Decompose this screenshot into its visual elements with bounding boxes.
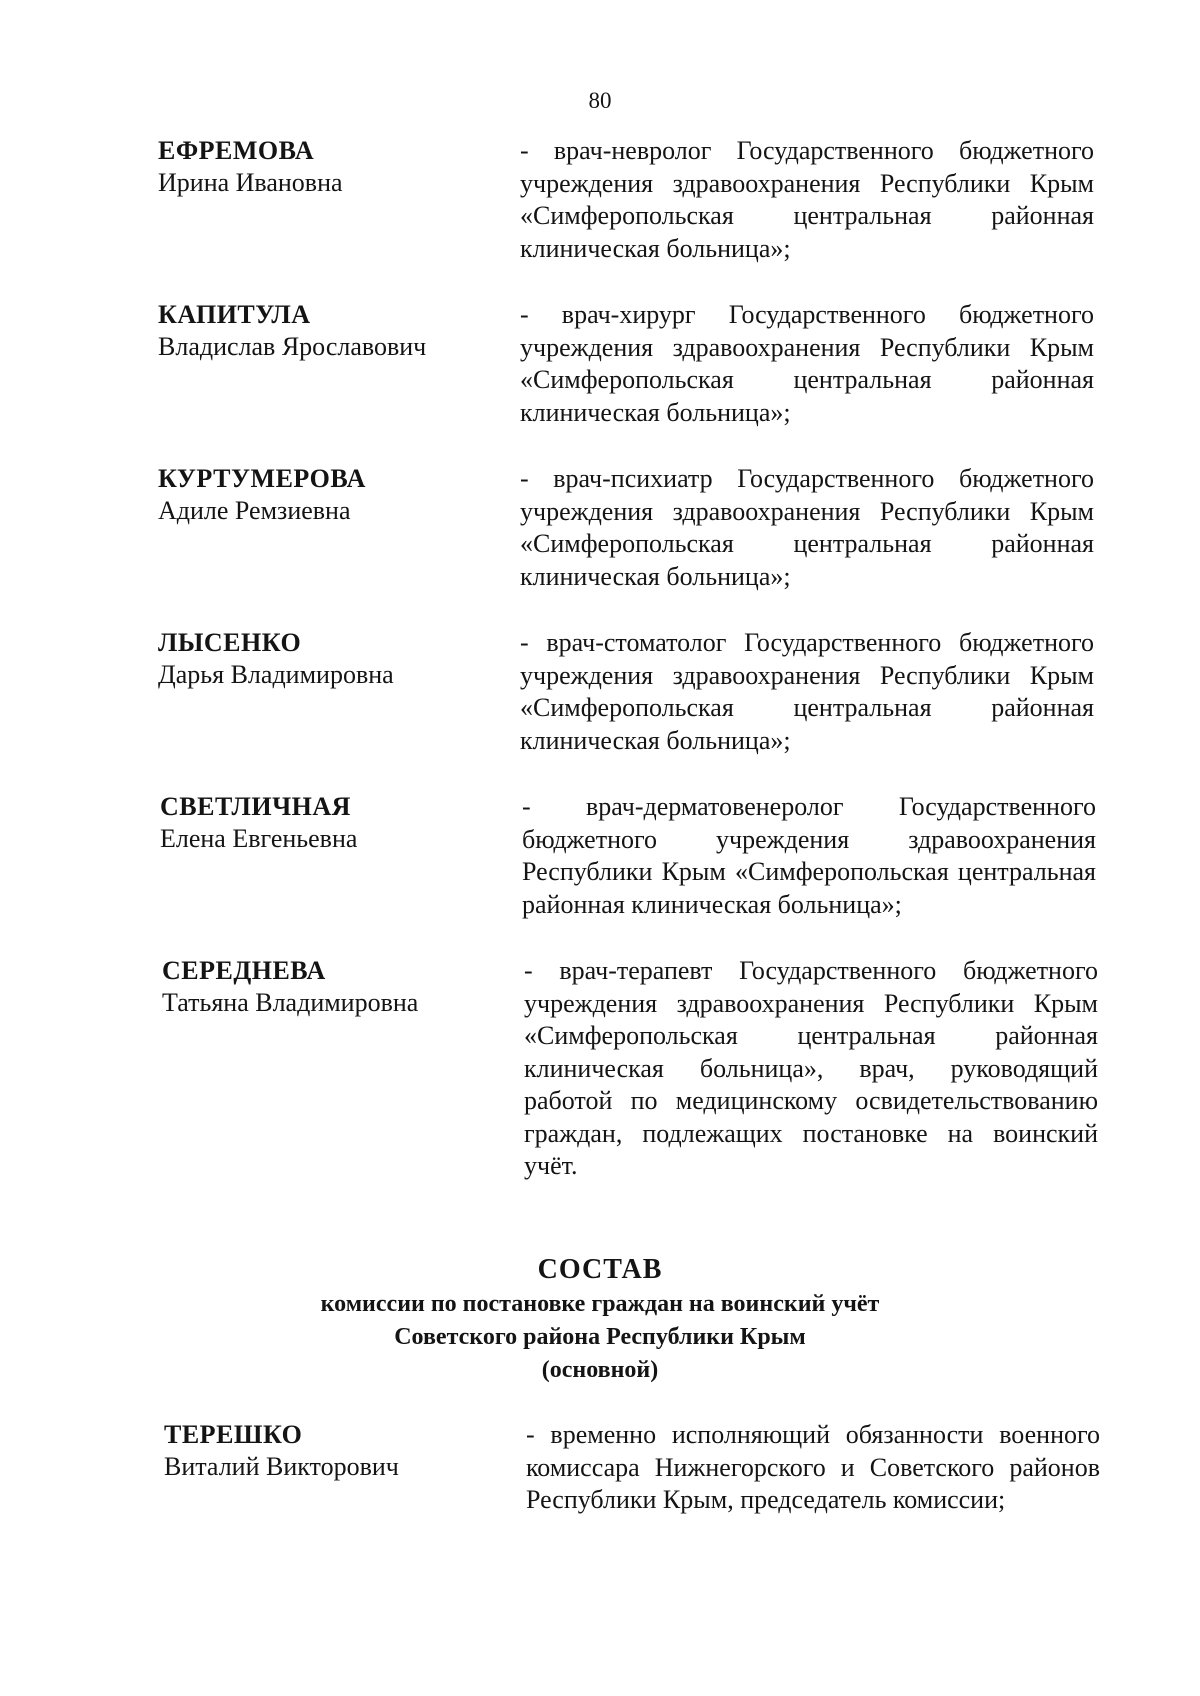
member-name bbox=[160, 791, 490, 855]
page-number: 80 bbox=[588, 88, 612, 113]
member-description: - врач-невролог Государственного бюджетного учреждения здравоохранения Республики Крым «Симферопольская центральная районная клиническая больница»; bbox=[520, 136, 1094, 263]
member-name bbox=[162, 955, 492, 1019]
member-surname: ТЕРЕШКО bbox=[164, 1420, 303, 1449]
member-given-name: Елена Евгеньевна bbox=[160, 824, 358, 853]
member-description: - врач-дерматовенеролог Государственного бюджетного учреждения здравоохранения Республики Крым «Симферопольская центральная районная клиническая больница»; bbox=[522, 792, 1096, 919]
member-surname: КАПИТУЛА bbox=[158, 300, 311, 329]
section-subtitle-line: Советского района Республики Крым bbox=[394, 1324, 806, 1350]
member-given-name: Татьяна Владимировна bbox=[162, 988, 419, 1017]
member-surname: ЕФРЕМОВА bbox=[158, 136, 315, 165]
member-surname: КУРТУМЕРОВА bbox=[158, 464, 366, 493]
member-given-name: Владислав Ярославович bbox=[158, 332, 427, 361]
member-description: - временно исполняющий обязанности военного комиссара Нижнегорского и Советского районов Республики Крым, председатель комиссии; bbox=[526, 1420, 1100, 1514]
member-given-name: Дарья Владимировна bbox=[158, 660, 394, 689]
section-heading bbox=[0, 1252, 1200, 1387]
section-title: СОСТАВ bbox=[537, 1254, 663, 1285]
member-given-name: Адиле Ремзиевна bbox=[158, 496, 351, 525]
member-name bbox=[164, 1419, 494, 1483]
section-subtitle-line: (основной) bbox=[541, 1357, 659, 1383]
member-name bbox=[158, 627, 488, 691]
member-name bbox=[158, 299, 488, 363]
member-surname: СЕРЕДНЕВА bbox=[162, 956, 326, 985]
member-surname: СВЕТЛИЧНАЯ bbox=[160, 792, 351, 821]
member-description: - врач-стоматолог Государственного бюджетного учреждения здравоохранения Республики Крым «Симферопольская центральная районная клиническая больница»; bbox=[520, 628, 1094, 755]
member-name bbox=[158, 463, 488, 527]
section-subtitle-line: комиссии по постановке граждан на воинский учёт bbox=[320, 1291, 880, 1317]
member-description: - врач-хирург Государственного бюджетного учреждения здравоохранения Республики Крым «Симферопольская центральная районная клиническая больница»; bbox=[520, 300, 1094, 427]
member-given-name: Виталий Викторович bbox=[164, 1452, 399, 1481]
member-name bbox=[158, 135, 488, 199]
member-description: - врач-психиатр Государственного бюджетного учреждения здравоохранения Республики Крым «Симферопольская центральная районная клиническая больница»; bbox=[520, 464, 1094, 591]
member-given-name: Ирина Ивановна bbox=[158, 168, 343, 197]
member-surname: ЛЫСЕНКО bbox=[158, 628, 302, 657]
member-description: - врач-терапевт Государственного бюджетного учреждения здравоохранения Республики Крым «Симферопольская центральная районная клиническая больница», врач, руководящий работой по медицинскому освидетельствованию граждан, подлежащих постановке на воинский учёт. bbox=[524, 956, 1098, 1180]
